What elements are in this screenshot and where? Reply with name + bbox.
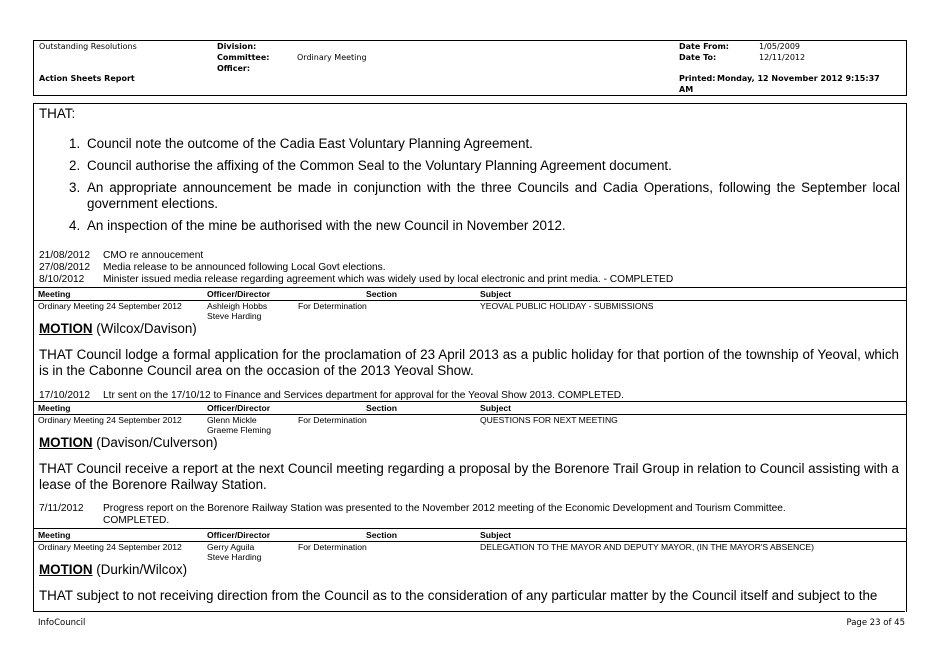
date-to-label: Date To: — [679, 53, 717, 62]
printed-value-cont: AM — [679, 85, 694, 94]
report-type: Outstanding Resolutions — [39, 42, 137, 51]
record-meeting: Ordinary Meeting 24 September 2012 — [38, 301, 182, 311]
record-section: For Determination — [298, 415, 367, 425]
resolutions-body — [33, 103, 907, 612]
resolution-item: 3. An appropriate announcement be made in conjunction with the three Councils and Cadia Operations, following the September local government elections. — [69, 180, 900, 211]
resolution-item: 2. Council authorise the affixing of the Common Seal to the Voluntary Planning Agreement document. — [69, 158, 672, 173]
action-text: Progress report on the Borenore Railway Station was presented to the November 2012 meeting of the Economic Development and Tourism Committee. — [103, 503, 786, 514]
action-date: 21/08/2012 — [39, 250, 90, 261]
date-from-value: 1/05/2009 — [759, 42, 801, 51]
record-subject: QUESTIONS FOR NEXT MEETING — [480, 415, 618, 425]
motion-resolution: THAT Council receive a report at the next Council meeting regarding a proposal by the Borenore Trail Group in relation to Council assisting with a lease of the Borenore Railway Station. — [39, 461, 899, 492]
col-meeting-header: Meeting — [38, 530, 71, 540]
resolution-list — [54, 136, 900, 240]
action-text: Ltr sent on the 17/10/12 to Finance and Services department for approval for the Yeoval Show 2013. COMPLETED. — [103, 390, 624, 401]
printed-label: Printed: — [679, 74, 716, 83]
motion-heading: MOTION (Durkin/Wilcox) — [39, 562, 188, 577]
footer-brand: InfoCouncil — [38, 618, 86, 628]
date-from-label: Date From: — [679, 42, 730, 51]
record-officer: Gerry Aguila — [207, 542, 255, 552]
col-section-header: Section — [366, 289, 398, 299]
col-officer-header: Officer/Director — [207, 403, 271, 413]
record-section: For Determination — [298, 301, 367, 311]
col-section-header: Section — [366, 530, 398, 540]
action-date: 8/10/2012 — [39, 274, 85, 285]
col-subject-header: Subject — [480, 403, 512, 413]
record-subject: DELEGATION TO THE MAYOR AND DEPUTY MAYOR, (IN THE MAYOR'S ABSENCE) — [480, 542, 814, 552]
record-subject: YEOVAL PUBLIC HOLIDAY - SUBMISSIONS — [480, 301, 654, 311]
action-entry — [39, 503, 899, 526]
record-director: Graeme Fleming — [207, 425, 271, 435]
divider — [34, 287, 906, 288]
col-subject-header: Subject — [480, 289, 512, 299]
col-subject-header: Subject — [480, 530, 512, 540]
motion-heading: MOTION (Wilcox/Davison) — [39, 321, 197, 336]
motion-resolution: THAT subject to not receiving direction from the Council as to the consideration of any particular matter by the Council itself and subject to the — [39, 588, 878, 603]
report-header — [33, 40, 907, 96]
col-section-header: Section — [366, 403, 398, 413]
action-text: Minister issued media release regarding agreement which was widely used by local electronic and print media. - COMPLETED — [103, 274, 674, 285]
action-text: CMO re annoucement — [103, 250, 204, 261]
committee-value: Ordinary Meeting — [297, 53, 367, 62]
printed-value: Monday, 12 November 2012 9:15:37 — [717, 74, 880, 83]
col-officer-header: Officer/Director — [207, 530, 271, 540]
record-officer: Glenn Mickle — [207, 415, 257, 425]
date-to-value: 12/11/2012 — [759, 53, 806, 62]
record-director: Steve Harding — [207, 552, 262, 562]
col-meeting-header: Meeting — [38, 403, 71, 413]
action-date: 7/11/2012 — [39, 503, 84, 514]
officer-label: Officer: — [217, 64, 251, 73]
record-section: For Determination — [298, 542, 367, 552]
col-meeting-header: Meeting — [38, 289, 71, 299]
record-meeting: Ordinary Meeting 24 September 2012 — [38, 415, 182, 425]
motion-heading: MOTION (Davison/Culverson) — [39, 435, 218, 450]
action-date: 17/10/2012 — [39, 390, 90, 401]
record-director: Steve Harding — [207, 311, 262, 321]
that-heading: THAT: — [39, 106, 76, 121]
page-number: Page 23 of 45 — [846, 618, 905, 628]
record-meeting: Ordinary Meeting 24 September 2012 — [38, 542, 182, 552]
divider — [34, 528, 906, 529]
action-date: 27/08/2012 — [39, 262, 90, 273]
report-name: Action Sheets Report — [39, 74, 135, 83]
divider — [34, 401, 906, 402]
page-footer — [33, 611, 905, 628]
action-text: COMPLETED. — [103, 515, 170, 526]
division-label: Division: — [217, 42, 257, 51]
action-entry — [39, 274, 674, 286]
motion-resolution: THAT Council lodge a formal application for the proclamation of 23 April 2013 as a public holiday for that portion of the township of Yeoval, which is in the Cabonne Council area on the occasion of the 2013 Yeoval Show. — [39, 347, 899, 378]
resolution-item: 4. An inspection of the mine be authorised with the new Council in November 2012. — [69, 218, 566, 233]
col-officer-header: Officer/Director — [207, 289, 271, 299]
action-entry — [39, 250, 204, 262]
record-officer: Ashleigh Hobbs — [207, 301, 268, 311]
action-text: Media release to be announced following Local Govt elections. — [103, 262, 386, 273]
committee-label: Committee: — [217, 53, 270, 62]
resolution-item: 1. Council note the outcome of the Cadia East Voluntary Planning Agreement. — [69, 136, 533, 151]
action-entry — [39, 262, 386, 274]
